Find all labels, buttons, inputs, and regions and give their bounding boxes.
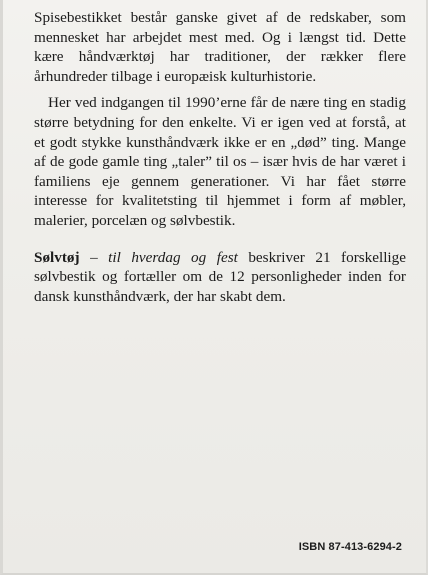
- blurb-paragraph-3: [34, 248, 406, 307]
- blurb-text: [34, 8, 406, 306]
- book-subtitle: – til hverdag og fest: [79, 248, 238, 266]
- isbn-number: ISBN 87-413-6294-2: [298, 541, 402, 553]
- blurb-paragraph-2: Her ved indgangen til 1990’erne får de nære ting en stadig større betydning for den enkelte. Vi er igen ved at forstå, at et godt stykke kunsthåndværk ikke er en „død” ting. Mange af de gode gamle ting „taler” til os – især hvis de har været i familiens eje gennem generationer. Vi har fået større interesse for kvalitetsting til hjemmet i form af møbler, malerier, porcelæn og sølvbestik.: [34, 94, 406, 229]
- book-title: Sølvtøj: [34, 248, 80, 266]
- blurb-paragraph-3-rest: beskriver 21 forskellige sølvbestik og fortæller om de 12 personligheder inden for dansk kunsthåndværk, der har skabt dem.: [34, 248, 406, 305]
- blurb-paragraph-1: Spisebestikket består ganske givet af de redskaber, som mennesket har arbejdet mest med. Og i længst tid. Dette kære håndværktøj har traditioner, der rækker flere århundreder tilbage i europæisk kulturhistorie.: [34, 9, 406, 85]
